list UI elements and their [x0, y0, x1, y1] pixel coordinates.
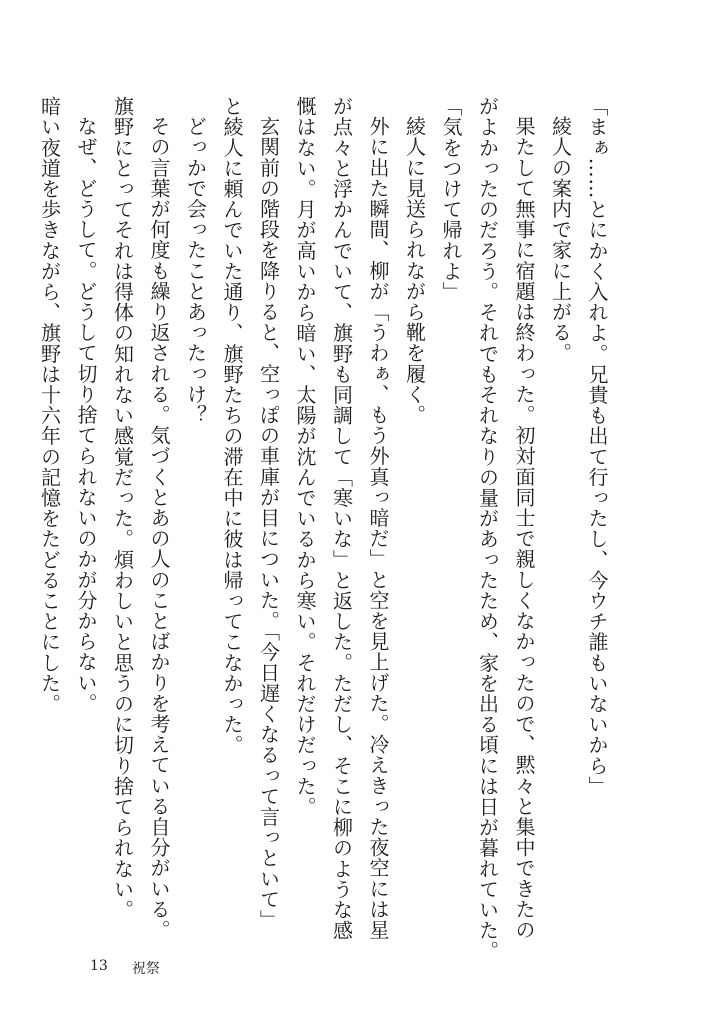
text-line: 「まぁ……とにかく入れよ。兄貴も出て行ったし、今ウチ誰もいないから」 [585, 96, 609, 797]
text-line: が点々と浮かんでいて、旗野も同調して「寒いな」と返した。ただし、そこに柳のような感 [329, 96, 354, 941]
text-line: 果たして無事に宿題は終わった。初対面同士で親しくなかったので、黙々と集中できたの [512, 116, 536, 940]
text-line: 外に出た瞬間、柳が「うわぁ、もう外真っ暗だ」と空を見上げた。冷えきった夜空には星 [366, 116, 390, 940]
text-line: 暗い夜道を歩きながら、旗野は十六年の記憶をたどることにした。 [37, 96, 62, 714]
text-line: がよかったのだろう。それでもそれなりの量があったため、家を出る頃には日が暮れていた。 [475, 96, 500, 962]
text-line: その言葉が何度も繰り返される。気づくとあの人のことばかりを考えている自分がいる。 [147, 116, 171, 940]
chapter-title: 祝祭 [131, 961, 160, 977]
text-line: 綾人の案内で家に上がる。 [548, 116, 573, 364]
text-line: 慨はない。月が高いから暗い、太陽が沈んでいるから寒い。それだけだった。 [293, 96, 317, 817]
text-line: 玄関前の階段を降りると、空っぽの車庫が目についた。「今日遅くなるって言っといて」 [256, 116, 281, 930]
body-text [31, 96, 615, 962]
text-line: 綾人に見送られながら靴を履く。 [402, 116, 427, 425]
text-line: と綾人に頼んでいた通り、旗野たちの滞在中に彼は帰ってこなかった。 [220, 96, 244, 756]
text-line: 旗野にとってそれは得体の知れない感覚だった。煩わしいと思うのに切り捨てられない。 [110, 96, 135, 920]
text-line: どっかで会ったことあったっけ？ [183, 116, 208, 425]
text-line: なぜ、どうして。どうして切り捨てられないのかが分からない。 [74, 116, 98, 714]
text-line: 「気をつけて帰れよ」 [439, 96, 463, 302]
page-number: 13 [90, 958, 108, 974]
page-footer [90, 958, 160, 978]
